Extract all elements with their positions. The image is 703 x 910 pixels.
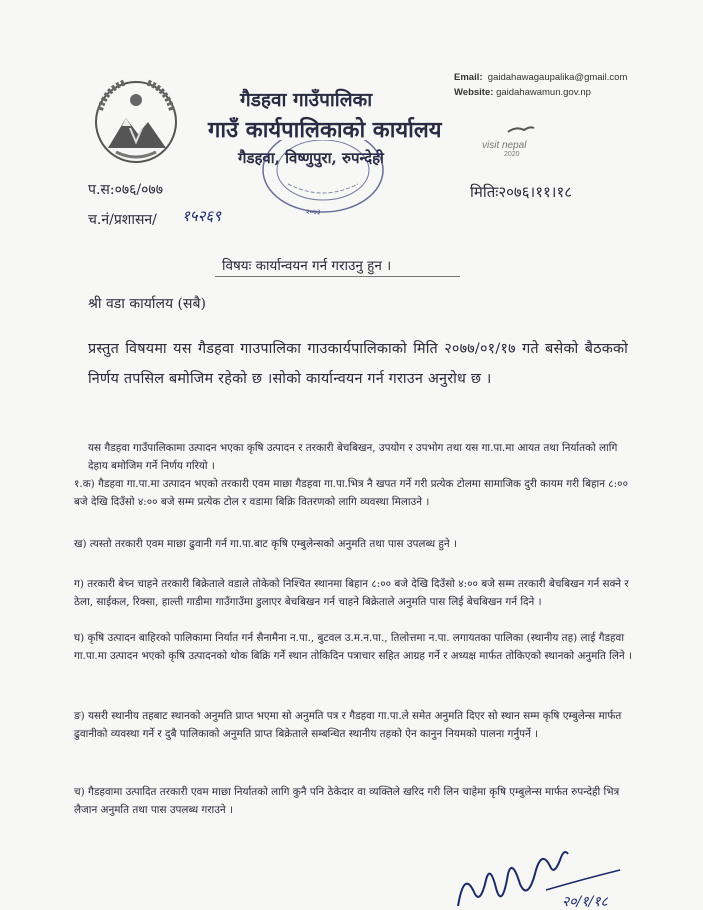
office-address: गैडहवा, विष्णुपुरा, रुपन्देही [238,149,384,167]
item-label: च) [74,786,85,798]
bird-icon [506,124,536,136]
visit-nepal-year: 2020 [504,151,520,158]
signature-date: २०/१/१८ [562,894,608,910]
letter-reference-number: प.स:०७६/०७७ [88,182,163,198]
item-text: तरकारी बेच्न चाहने तरकारी बिक्रेताले वडाले तोकेको निश्चित स्थानमा बिहान ८:०० बजे देखि दिउँसो ४:०० बजे सम्म तरकारी बेचबिखन गर्न सक्ने र ठेला, साईकल, रिक्सा, हाल्ती गाडीमा गाउँगाउँमा डुलाएर बेचबिखन गर्न चाहने बिक्रेताले अनुमति पास लिई बेचबिखन गर्न दिने । [74,578,629,608]
main-paragraph: प्रस्तुत विषयमा यस गैडहवा गाउपालिका गाउकार्यपालिकाको मिति २०७७/०१/१७ गते बसेको बैठकको निर्णय तपसिल बमोजिम रहेको छ ।सोको कार्यान्वयन गर्न गराउन अनुरोध छ । [88,341,628,387]
dispatch-number-handwritten: १५२६९ [182,207,222,225]
addressee: श्री वडा कार्यालय (सबै) [88,296,206,312]
dispatch-label: च.नं/प्रशासन/ [88,212,157,228]
item-label: ख) [74,538,87,550]
item-label: ग) [74,578,84,590]
subject-underline [215,276,460,277]
visit-nepal-logo [482,140,526,158]
email-value: gaidahawagaupalika@gmail.com [487,72,628,83]
item-text: कृषि उत्पादन बाहिरको पालिकामा निर्यात गर्न सैनामैना न.पा., बुटवल उ.म.न.पा., तिलोत्तमा न.पा. लगायतका पालिका (स्थानीय तह) लाई गैडहवा गा.पा.मा उत्पादन भएको कृषि उत्पादनको थोक बिक्रि गर्ने स्थान तोकिदिन पत्राचार सहित आग्रह गर्ने र अध्यक्ष मार्फत तोकिएको स्थानको अनुमति लिने । [74,632,632,662]
decision-item-ka [74,476,634,511]
nepal-emblem-logo [86,70,186,170]
decision-item-gha [74,630,634,665]
email-label: Email: [454,72,483,83]
office-name-line2: गाउँ कार्यपालिकाको कार्यालय [208,117,442,143]
item-text: गैडहवामा उत्पादित तरकारी एवम माछा निर्यातको लागि कुनै पनि ठेकेदार वा व्यक्तिले खरिद गरी लिन चाहेमा कृषि एम्बुलेन्स मार्फत रुपन्देही भित्र लैजान अनुमति तथा पास उपलब्ध गराउने । [74,786,620,816]
letter-date: मितिः२०७६।११।१८ [470,183,573,201]
decision-item-kha [74,536,634,554]
visit-nepal-text: visit nepal [482,140,527,151]
website-value: gaidahawamun.gov.np [496,87,591,98]
subject-line: विषयः कार्यान्वयन गर्न गराउनु हुन । [222,258,392,274]
signature [450,840,630,910]
item-text: गैडहवा गा.पा.मा उत्पादन भएको तरकारी एवम माछा गैडहवा गा.पा.भित्र नै खपत गर्ने गरी प्रत्येक टोलमा सामाजिक दुरी कायम गरी बिहान ८:०० बजे देखि दिउँसो ४:०० बजे सम्म प्रत्येक टोल र वडामा बिक्रि वितरणको लागि व्यवस्था मिलाउने । [74,478,628,508]
stamp-number: २०७३ [306,208,321,216]
decision-item-cha [74,784,634,819]
office-name-line1: गैडहवा गाउँपालिका [240,89,373,111]
decision-item-ga [74,576,634,611]
item-text: यसरी स्थानीय तहबाट स्थानको अनुमति प्राप्त भएमा सो अनुमति पत्र र गैडहवा गा.पा.ले समेत अनुमति दिएर सो स्थान सम्म कृषि एम्बुलेन्स मार्फत ढुवानीको व्यवस्था गर्ने र दुबै पालिकाको अनुमति प्राप्त बिक्रेताले सम्बन्धित स्थानीय तहको ऐन कानुन नियमको पालना गर्नुपर्ने । [74,710,622,740]
decision-intro: यस गैडहवा गाउँपालिकामा उत्पादन भएका कृषि उत्पादन र तरकारी बेचबिखन, उपयोग र उपभोग तथा यस गा.पा.मा आयत तथा निर्यातको लागि देहाय बमोजिम गर्ने निर्णय गरियो । [88,442,618,472]
item-label: घ) [74,632,85,644]
item-text: त्यस्तो तरकारी एवम माछा ढुवानी गर्न गा.पा.बाट कृषि एम्बुलेन्सको अनुमति तथा पास उपलब्ध हुने । [89,538,457,550]
decision-item-nga [74,708,634,743]
website-label: Website: [454,87,494,98]
office-stamp [258,140,388,220]
item-label: ङ) [74,710,85,722]
contact-block [454,70,627,100]
item-label: १.क) [74,478,95,490]
